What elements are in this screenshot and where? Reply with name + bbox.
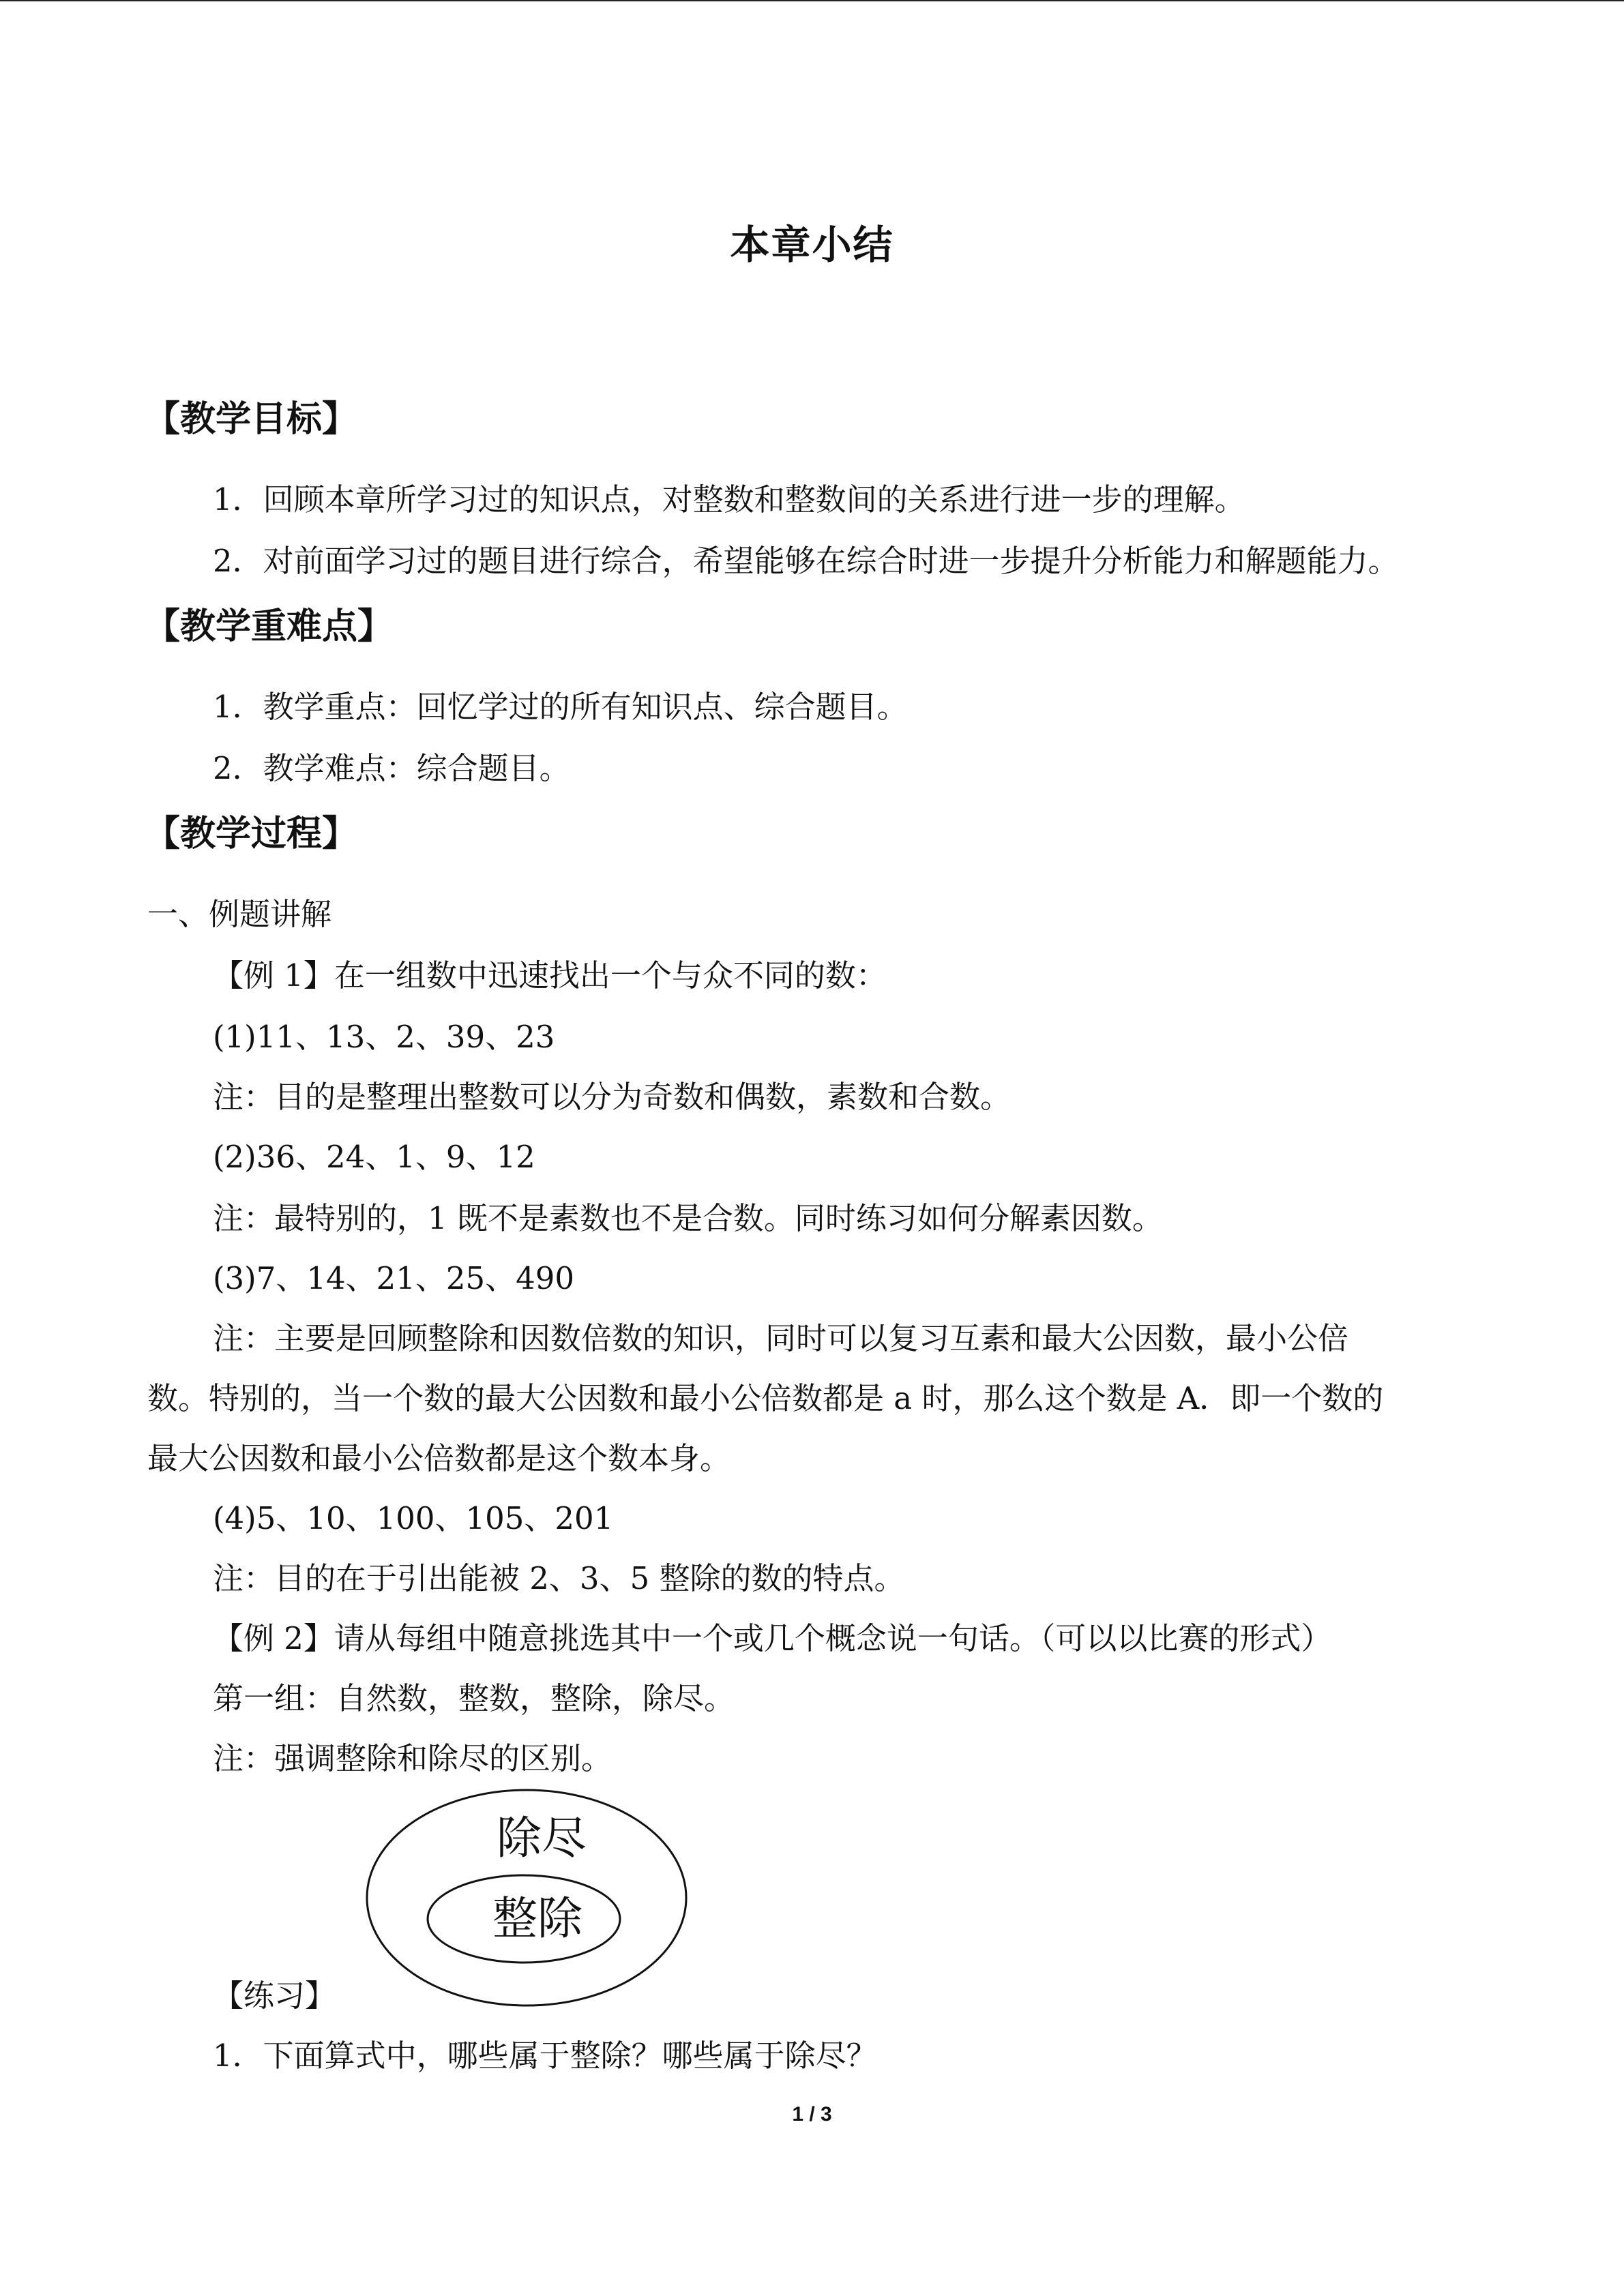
example-2-group-1: 第一组：自然数，整数，整除，除尽。 bbox=[213, 1680, 735, 1716]
heading-teaching-process: 【教学过程】 bbox=[145, 814, 358, 854]
section-examples: 一、例题讲解 bbox=[147, 896, 332, 932]
keypoint-item-1: 1．教学重点：回忆学过的所有知识点、综合题目。 bbox=[213, 689, 908, 725]
page-number: 1 / 3 bbox=[792, 2103, 832, 2126]
example-1-note-1: 注：目的是整理出整数可以分为奇数和偶数，素数和合数。 bbox=[213, 1079, 1012, 1115]
heading-teaching-goals: 【教学目标】 bbox=[145, 399, 358, 440]
top-border-line bbox=[0, 0, 1624, 1]
example-1-note-4: 注：目的在于引出能被 2、3、5 整除的数的特点。 bbox=[213, 1560, 905, 1596]
example-1-intro: 【例 1】在一组数中迅速找出一个与众不同的数： bbox=[213, 957, 887, 994]
example-1-question-3: (3)7、14、21、25、490 bbox=[213, 1260, 575, 1296]
example-1-question-1: (1)11、13、2、39、23 bbox=[213, 1019, 555, 1055]
goal-item-1: 1．回顾本章所学习过的知识点，对整数和整数间的关系进行进一步的理解。 bbox=[213, 481, 1245, 518]
outer-label: 除尽 bbox=[497, 1812, 587, 1864]
example-1-question-4: (4)5、10、100、105、201 bbox=[213, 1500, 614, 1536]
example-2-note-1: 注：强调整除和除尽的区别。 bbox=[213, 1740, 612, 1776]
practice-question-1: 1．下面算式中，哪些属于整除？哪些属于除尽？ bbox=[213, 2038, 877, 2074]
divide-venn-diagram bbox=[363, 1785, 690, 2010]
practice-heading: 【练习】 bbox=[213, 1978, 336, 2014]
heading-key-points: 【教学重难点】 bbox=[145, 606, 394, 647]
example-1-note-3-line-1: 注：主要是回顾整除和因数倍数的知识，同时可以复习互素和最大公因数，最小公倍 bbox=[213, 1320, 1349, 1356]
inner-label: 整除 bbox=[492, 1892, 582, 1945]
keypoint-item-2: 2．教学难点：综合题目。 bbox=[213, 750, 570, 786]
example-1-note-3-line-3: 最大公因数和最小公倍数都是这个数本身。 bbox=[147, 1440, 731, 1476]
page-title: 本章小结 bbox=[730, 222, 894, 268]
example-2-intro: 【例 2】请从每组中随意挑选其中一个或几个概念说一句话。（可以以比赛的形式） bbox=[213, 1620, 1332, 1656]
example-1-note-2: 注：最特别的，1 既不是素数也不是合数。同时练习如何分解素因数。 bbox=[213, 1200, 1163, 1236]
example-1-question-2: (2)36、24、1、9、12 bbox=[213, 1139, 535, 1175]
goal-item-2: 2．对前面学习过的题目进行综合，希望能够在综合时进一步提升分析能力和解题能力。 bbox=[213, 543, 1399, 579]
example-1-note-3-line-2: 数。特别的，当一个数的最大公因数和最小公倍数都是 a 时，那么这个数是 A．即一个数的 bbox=[147, 1380, 1384, 1416]
